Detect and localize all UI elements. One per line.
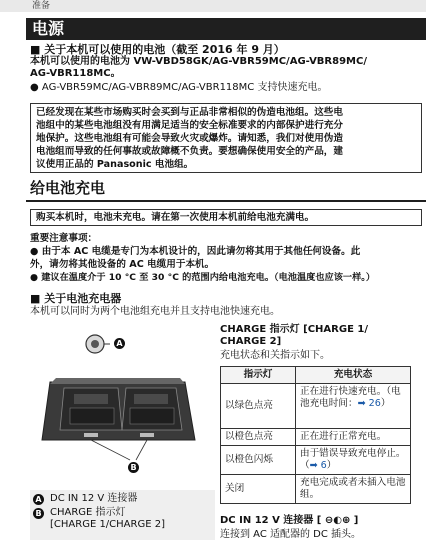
charge-status-table: [220, 366, 411, 504]
warning-line: 池组中的某些电池组没有用满足适当的安全标准要求的内部保护进行充分: [36, 120, 343, 131]
charger-illustration: [30, 322, 210, 482]
status-cell: 正在进行快速充电。（电池充电时间：➡ 26）: [296, 384, 411, 429]
dcin-desc: 连接到 AC 适配器的 DC 插头。: [220, 529, 362, 540]
charge-lamp-heading2: CHARGE 2]: [220, 336, 282, 347]
important-label: 重要注意事项：: [30, 233, 98, 244]
warning-line: 电池组而导致的任何事故或故障概不负责。要想确保使用安全的产品，建: [36, 146, 343, 157]
warning-line: 地保护。这些电池组有可能会导致火灾或爆炸。请知悉，我们对使用伪造: [36, 133, 343, 144]
header-tab: 准备: [32, 1, 51, 11]
lamp-cell: 以橙色点亮: [221, 429, 296, 446]
charge-lamp-desc: 充电状态和关指示如下。: [220, 350, 330, 361]
legend-box: [30, 490, 215, 540]
status-cell: 正在进行正常充电。: [296, 429, 411, 446]
section-title-power: 电源: [26, 18, 426, 40]
warning-line: 议使用正品的 Panasonic 电池组。: [36, 159, 194, 170]
legend-b-text2: [CHARGE 1/CHARGE 2]: [50, 519, 165, 530]
legend-a-letter: A: [33, 494, 44, 505]
charger-desc: 本机可以同时为两个电池组充电并且支持电池快速充电。: [30, 306, 280, 317]
lamp-cell: 关闭: [221, 475, 296, 504]
callout-a: A: [114, 338, 125, 349]
battery-heading: ■ 关于本机可以使用的电池（截至 2016 年 9 月）: [30, 43, 285, 56]
charger-heading: ■ 关于电池充电器: [30, 292, 122, 305]
table-header-row: [221, 367, 411, 384]
warning-line: 已经发现在某些市场购买时会买到与正品非常相似的伪造电池组。这些电: [36, 107, 343, 118]
dcin-heading: DC IN 12 V 连接器 [ ⊖◐⊕ ]: [220, 515, 359, 526]
battery-models-line1: 本机可以使用的电池为 VW-VBD58GK/AG-VBR59MC/AG-VBR89MC/: [30, 56, 367, 67]
table-header: 充电状态: [296, 367, 411, 384]
status-cell: 由于错误导致充电停止。（➡ 6）: [296, 446, 411, 475]
table-row: [221, 475, 411, 504]
quick-charge-bullet: ● AG-VBR59MC/AG-VBR89MC/AG-VBR118MC 支持快速充电。: [30, 82, 328, 93]
table-row: [221, 446, 411, 475]
lamp-cell: 以绿色点亮: [221, 384, 296, 429]
lamp-cell: 以橙色闪烁: [221, 446, 296, 475]
table-row: [221, 429, 411, 446]
important-bullet: ● 由于本 AC 电缆是专门为本机设计的，因此请勿将其用于其他任何设备。此: [30, 246, 361, 257]
legend-b-letter: B: [33, 508, 44, 519]
important-bullet: 外，请勿将其他设备的 AC 电缆用于本机。: [30, 259, 215, 270]
callout-b: B: [128, 462, 139, 473]
important-bullet: ● 建议在温度介于 10 °C 至 30 °C 的范围内给电池充电。（电池温度也应该一样。）: [30, 272, 376, 283]
header-bar: [0, 0, 426, 12]
battery-models-line2: AG-VBR118MC。: [30, 68, 121, 79]
first-use-note: 购买本机时，电池未充电。请在第一次使用本机前给电池充满电。: [30, 209, 422, 226]
section-title-charge: 给电池充电: [26, 178, 426, 202]
legend-b-text: CHARGE 指示灯: [50, 507, 126, 518]
table-header: 指示灯: [221, 367, 296, 384]
status-cell: 充电完成或者未插入电池组。: [296, 475, 411, 504]
charge-lamp-heading: CHARGE 指示灯 [CHARGE 1/: [220, 324, 368, 335]
table-row: [221, 384, 411, 429]
legend-a-text: DC IN 12 V 连接器: [50, 493, 138, 504]
warning-box: [30, 103, 422, 173]
